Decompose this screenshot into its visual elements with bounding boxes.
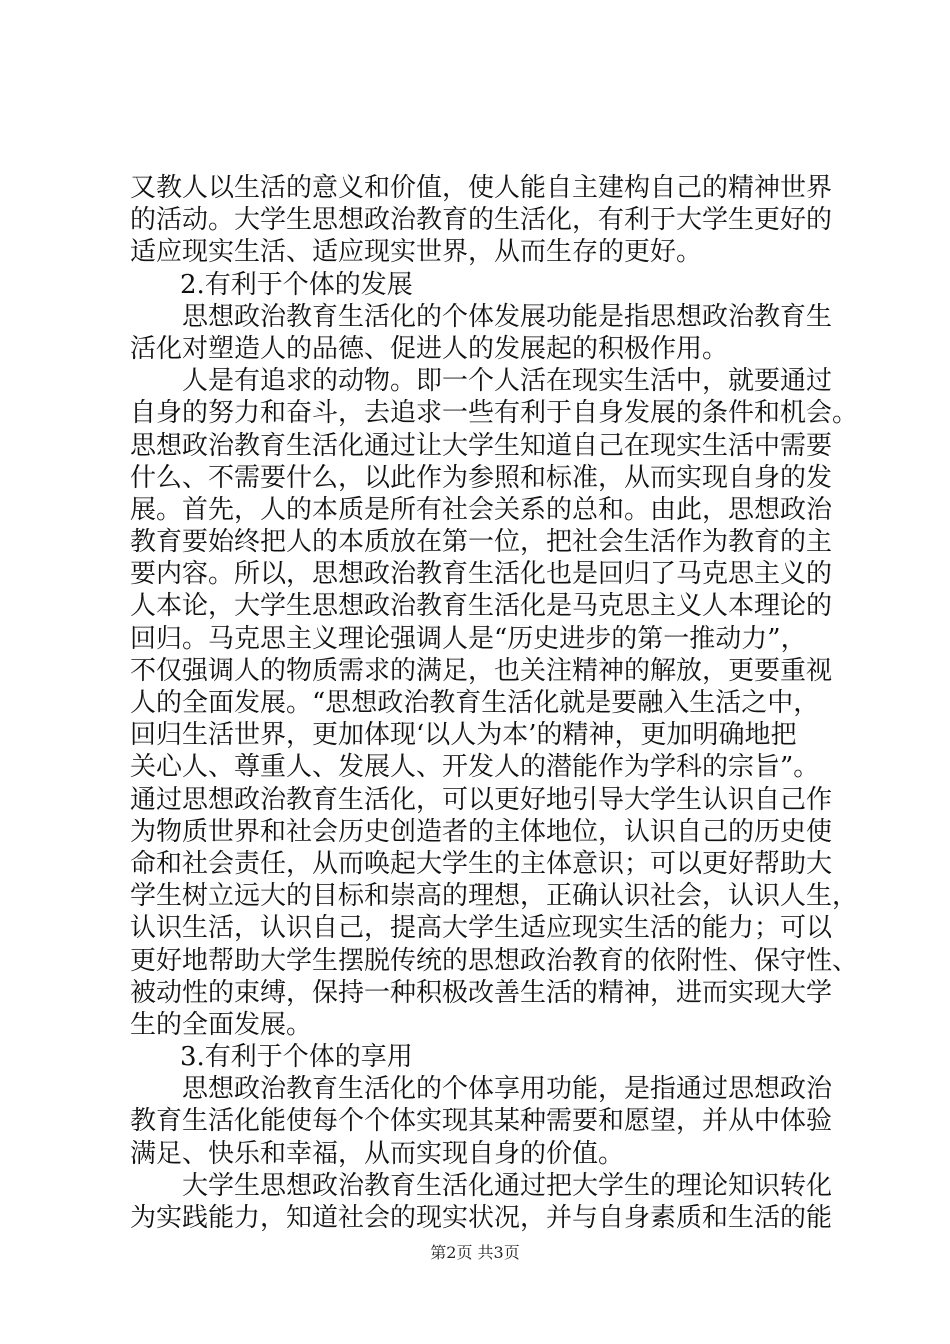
text-line: 大学生思想政治教育生活化通过把大学生的理论知识转化: [182, 1170, 833, 1201]
text-line: 更好地帮助大学生摆脱传统的思想政治教育的依附性、保守性、: [130, 945, 859, 976]
document-body: [130, 172, 859, 1234]
text-line: 生的全面发展。: [130, 1009, 313, 1040]
text-line: 要内容。所以，思想政治教育生活化也是回归了马克思主义的: [130, 559, 833, 590]
text-line: 回归。马克思主义理论强调人是“历史进步的第一推动力”，: [130, 623, 807, 654]
text-line: 的活动。大学生思想政治教育的生活化，有利于大学生更好的: [130, 205, 833, 236]
page-footer: 第2页 共3页: [430, 1243, 520, 1262]
section-heading: 2.有利于个体的发展: [180, 269, 413, 300]
text-line: 教育要始终把人的本质放在第一位，把社会生活作为教育的主: [130, 527, 833, 558]
text-line: 人的全面发展。“思想政治教育生活化就是要融入生活之中，: [130, 688, 820, 718]
text-line: 自身的努力和奋斗，去追求一些有利于自身发展的条件和机会。: [130, 398, 859, 429]
text-line: 命和社会责任，从而唤起大学生的主体意识；可以更好帮助大: [130, 848, 833, 879]
text-line: 关心人、尊重人、发展人、开发人的潜能作为学科的宗旨”。: [130, 752, 820, 783]
text-line: 思想政治教育生活化的个体享用功能，是指通过思想政治: [182, 1074, 833, 1105]
text-line: 不仅强调人的物质需求的满足，也关注精神的解放，更要重视: [130, 655, 833, 686]
text-line: 活化对塑造人的品德、促进人的发展起的积极作用。: [130, 333, 729, 364]
text-line: 展。首先，人的本质是所有社会关系的总和。由此，思想政治: [130, 494, 833, 525]
text-line: 认识生活，认识自己，提高大学生适应现实生活的能力；可以: [130, 913, 833, 944]
text-line: 教育生活化能使每个个体实现其某种需要和愿望，并从中体验: [130, 1106, 833, 1137]
text-line: 为实践能力，知道社会的现实状况，并与自身素质和生活的能: [130, 1203, 833, 1233]
text-line: 又教人以生活的意义和价值，使人能自主建构自己的精神世界: [130, 173, 833, 203]
text-line: 适应现实生活、适应现实世界，从而生存的更好。: [130, 237, 703, 268]
text-line: 什么、不需要什么，以此作为参照和标准，从而实现自身的发: [130, 462, 833, 493]
text-line: 为物质世界和社会历史创造者的主体地位，认识自己的历史使: [130, 816, 833, 847]
text-line: 人本论，大学生思想政治教育生活化是马克思主义人本理论的: [130, 591, 833, 622]
text-line: 通过思想政治教育生活化，可以更好地引导大学生认识自己作: [130, 784, 833, 815]
text-line: 被动性的束缚，保持一种积极改善生活的精神，进而实现大学: [130, 977, 833, 1008]
text-line: 人是有追求的动物。即一个人活在现实生活中，就要通过: [182, 366, 833, 397]
text-line: 回归生活世界，更加体现‘以人为本’的精神，更加明确地把: [130, 720, 797, 751]
text-line: 学生树立远大的目标和崇高的理想，正确认识社会，认识人生，: [130, 881, 859, 912]
text-line: 满足、快乐和幸福，从而实现自身的价值。: [130, 1138, 625, 1169]
text-line: 思想政治教育生活化的个体发展功能是指思想政治教育生: [182, 301, 833, 332]
section-heading: 3.有利于个体的享用: [180, 1042, 413, 1073]
text-line: 思想政治教育生活化通过让大学生知道自己在现实生活中需要: [130, 430, 833, 461]
